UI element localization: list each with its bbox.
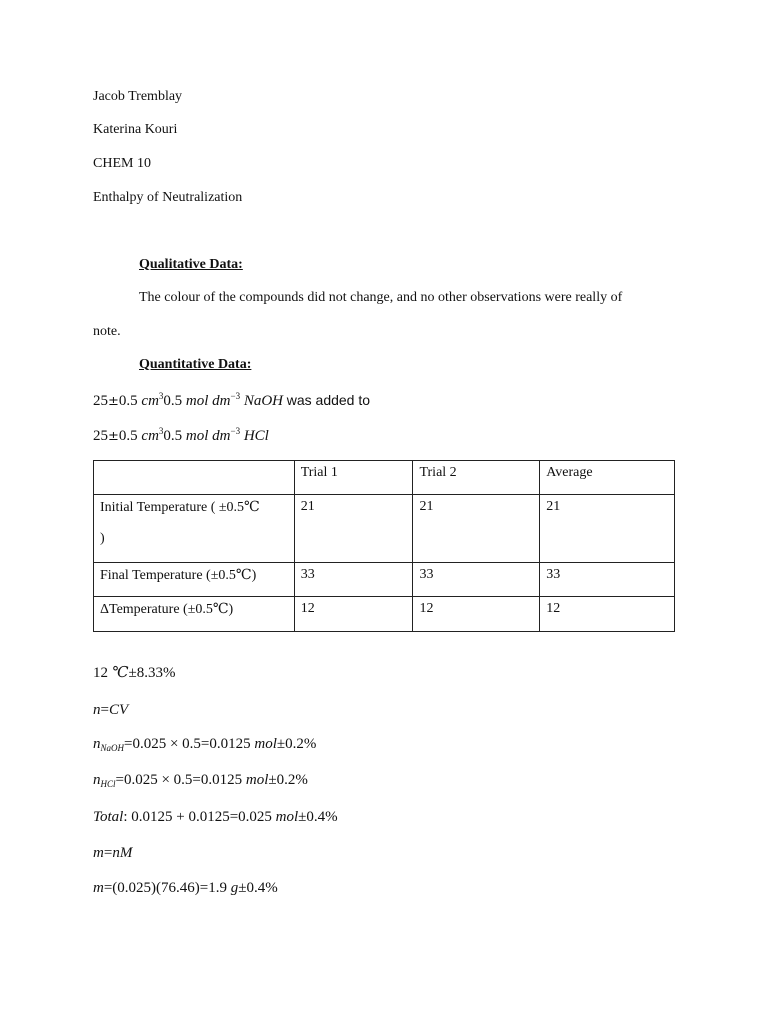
- naoh-volume: 25: [93, 393, 108, 409]
- mass-equation: m=(0.025)(76.46)=1.9 g±0.4%: [93, 880, 278, 896]
- qualitative-heading: Qualitative Data:: [139, 257, 243, 272]
- naoh-species: NaOH: [243, 393, 283, 409]
- hcl-solution-line: 25±0.5 $cm^30.5$ mol $dm^{-3}$ HCl: [93, 426, 269, 444]
- table-cell: 33: [294, 563, 413, 597]
- naoh-moles-equation: $n_{NaOH}=0.025 \times 0.5=0.0125$ mol±0.2%: [93, 736, 317, 753]
- quantitative-heading: Quantitative Data:: [139, 357, 252, 372]
- table-header-cell: Trial 1: [294, 461, 413, 495]
- qualitative-text-line1: The colour of the compounds did not change, and no other observations were really of: [139, 290, 623, 305]
- row-label: Final Temperature (±0.5℃): [94, 563, 295, 597]
- table-cell: 21: [413, 495, 540, 563]
- table-row: [94, 495, 675, 563]
- hcl-species: HCl: [243, 428, 269, 444]
- table-cell: 21: [540, 495, 675, 563]
- table-row: [94, 563, 675, 597]
- row-label: ΔTemperature (±0.5℃): [94, 597, 295, 632]
- author-name-2: Katerina Kouri: [93, 122, 178, 137]
- naoh-concentration: 0.5: [163, 393, 183, 409]
- table-cell: 33: [413, 563, 540, 597]
- table-row: [94, 597, 675, 632]
- document-title: Enthalpy of Neutralization: [93, 190, 243, 205]
- total-moles-equation: Total: 0.0125 + 0.0125=0.025 mol±0.4%: [93, 809, 338, 825]
- naoh-volume-uncertainty: 0.5: [118, 393, 138, 409]
- hcl-concentration: 0.5: [163, 428, 183, 444]
- moles-formula: n=CV: [93, 702, 129, 718]
- table-cell: 21: [294, 495, 413, 563]
- author-name-1: Jacob Tremblay: [93, 89, 183, 104]
- delta-temp-equation: 12 ℃±8.33%: [93, 665, 176, 681]
- added-to-text: was added to: [286, 392, 371, 408]
- table-cell: 33: [540, 563, 675, 597]
- mass-formula: m=nM: [93, 845, 133, 861]
- qualitative-text-line2: note.: [93, 324, 121, 339]
- row-label-continuation: ): [100, 531, 105, 546]
- table-header-row: [94, 461, 675, 495]
- temperature-table: [93, 460, 675, 632]
- table-header-cell: Average: [540, 461, 675, 495]
- table-header-cell: [94, 461, 295, 495]
- hcl-moles-equation: $n_{HCl}=0.025 \times 0.5=0.0125$ mol±0.2%: [93, 772, 308, 789]
- naoh-solution-line: 25±0.5 $cm^30.5$ mol $dm^{-3}$ NaOH was added to: [93, 391, 371, 409]
- table-header-cell: Trial 2: [413, 461, 540, 495]
- table-cell: 12: [413, 597, 540, 632]
- hcl-volume: 25: [93, 428, 108, 444]
- row-label: Initial Temperature ( ±0.5℃: [100, 500, 260, 515]
- hcl-volume-uncertainty: 0.5: [118, 428, 138, 444]
- table-cell: 12: [294, 597, 413, 632]
- course-code: CHEM 10: [93, 156, 151, 171]
- table-cell: 12: [540, 597, 675, 632]
- row-label-cell: [94, 495, 295, 563]
